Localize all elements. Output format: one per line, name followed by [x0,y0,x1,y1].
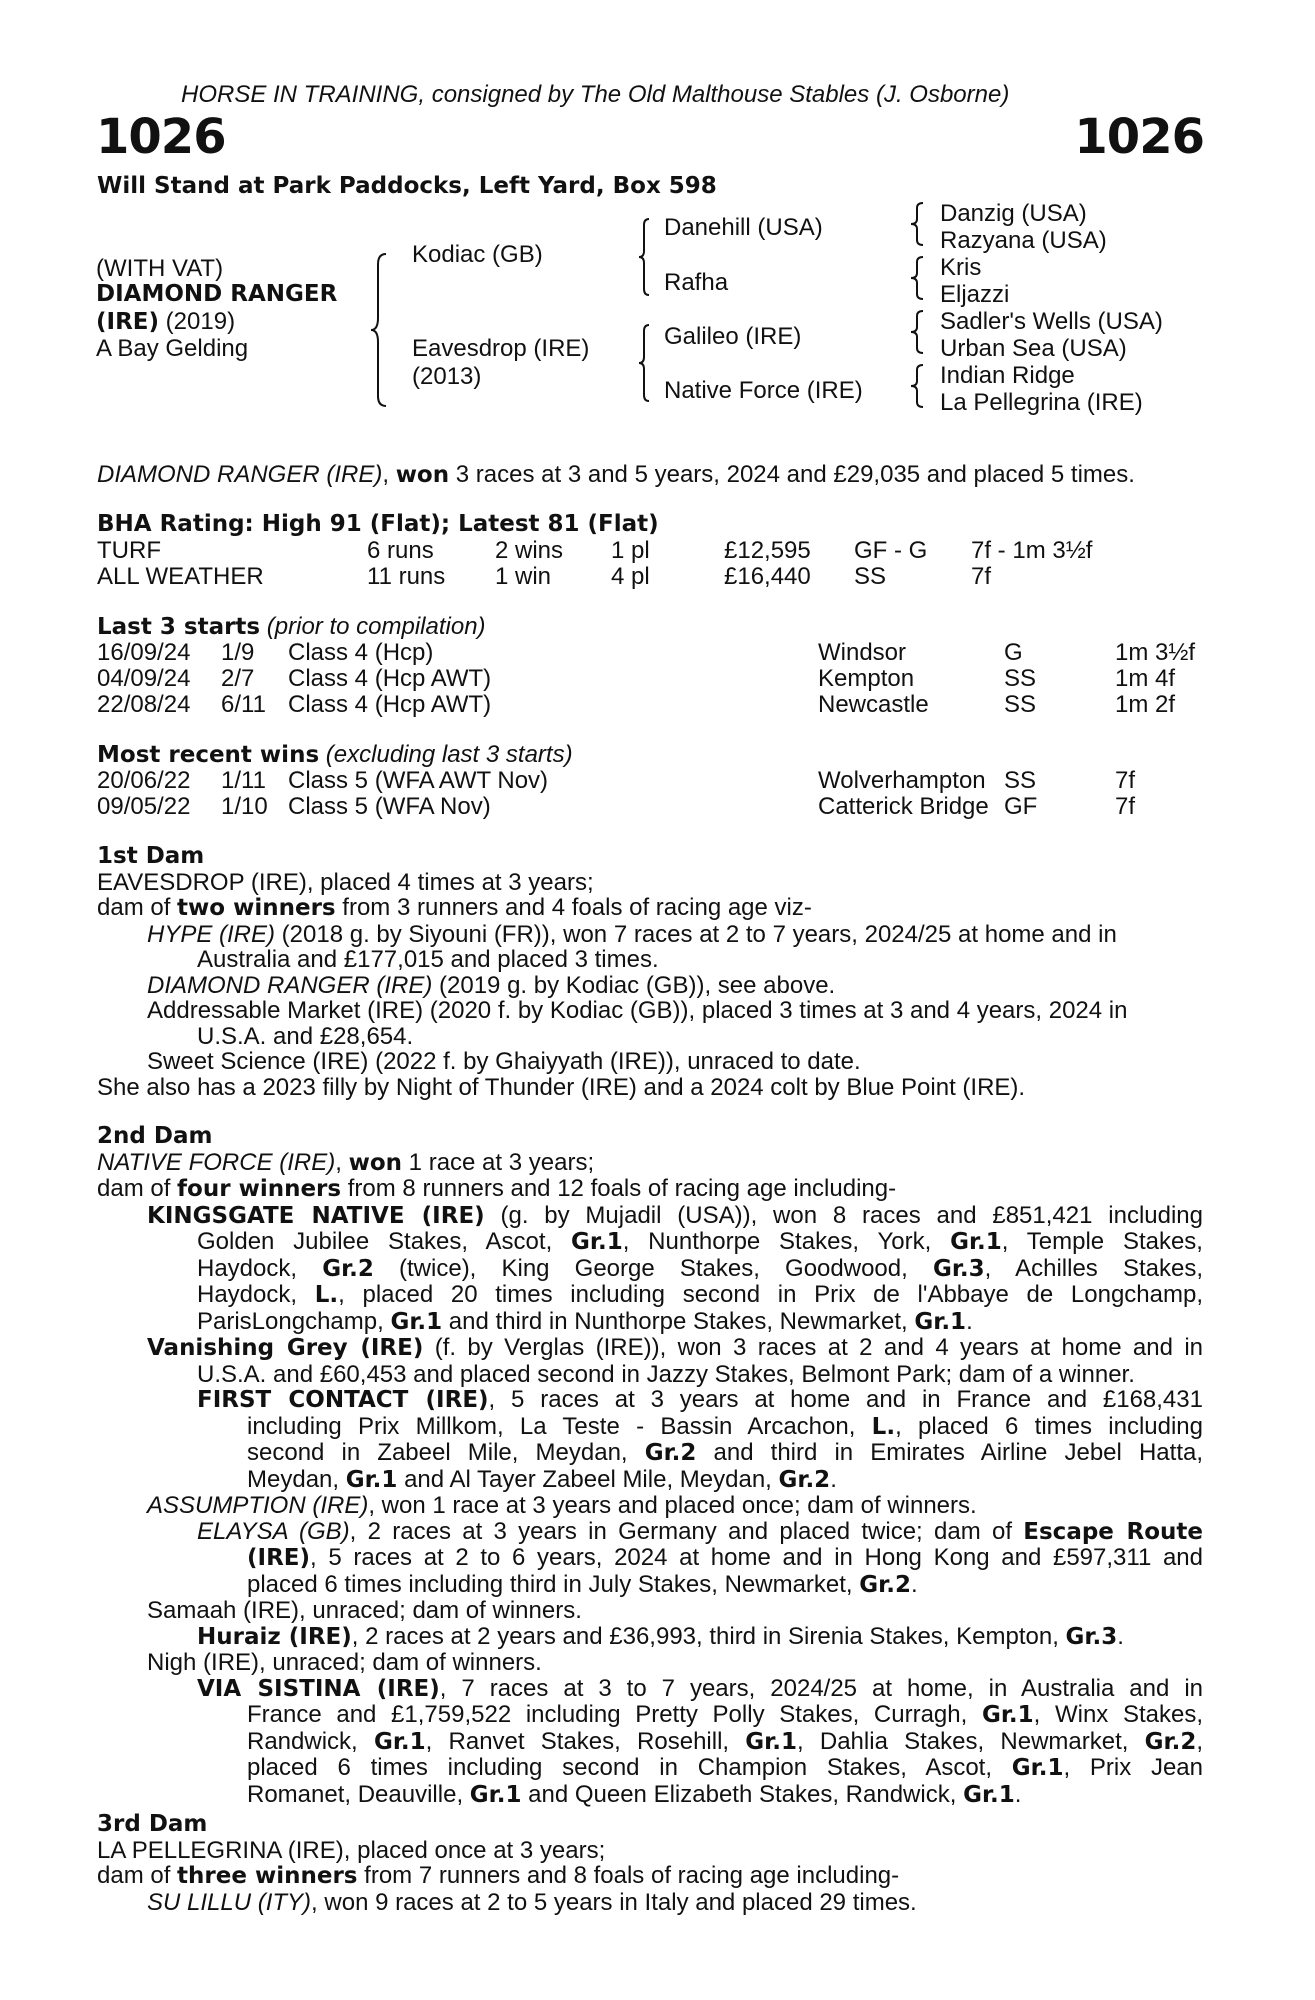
assumption-line: ASSUMPTION (IRE), won 1 race at 3 years and placed once; dam of winners. [147,1492,977,1519]
first-contact-line1: FIRST CONTACT (IRE), 5 races at 3 years at home and in France and £168,431 [197,1386,1203,1413]
via-sistina-line5: Romanet, Deauville, Gr.1 and Queen Elizabeth Stakes, Randwick, Gr.1. [247,1780,1022,1808]
lot-number-right: 1026 [1074,109,1204,165]
elaysa-line2: (IRE), 5 races at 2 to 6 years, 2024 at home and in Hong Kong and £597,311 and [247,1544,1203,1571]
via-sistina-line4: placed 6 times including second in Champion Stakes, Ascot, Gr.1, Prix Jean [247,1754,1203,1781]
start-row [97,666,1217,692]
horse-description: A Bay Gelding [96,335,249,362]
dam-year: (2013) [412,363,482,390]
dam1-line2: dam of two winners from 3 runners and 4 foals of racing age viz- [97,894,812,921]
kingsgate-line1: KINGSGATE NATIVE (IRE) (g. by Mujadil (USA)), won 8 races and £851,421 including [147,1201,1203,1229]
summary-won: won [395,462,450,488]
brace-dd [908,363,926,409]
hype-line: HYPE (IRE) (2018 g. by Siyouni (FR)), won 7 races at 2 to 7 years, 2024/25 at home and in [147,920,1117,948]
distance: 7f - 1m 3½f [971,537,1093,564]
addressable-cont: U.S.A. and £28,654. [197,1022,414,1050]
course: Newcastle [818,691,929,718]
class: Class 4 (Hcp AWT) [288,691,492,718]
dam: Eavesdrop (IRE) [412,335,590,362]
position: 2/7 [221,665,255,692]
race-summary [97,462,1135,489]
addressable-line: Addressable Market (IRE) (2020 f. by Kodiac (GB)), placed 3 times at 3 and 4 years, 2024 in [147,997,1128,1024]
dam3-line2: dam of three winners from 7 runners and 8 foals of racing age including- [97,1862,900,1889]
consignor-line: HORSE IN TRAINING, consigned by The Old Malthouse Stables (J. Osborne) [181,81,1010,108]
class: Class 5 (WFA Nov) [288,793,491,820]
elaysa-line1: ELAYSA (GB), 2 races at 3 years in Germany and placed twice; dam of Escape Route [197,1517,1204,1545]
date: 16/09/24 [97,639,191,666]
lot-number-left: 1026 [96,109,226,165]
also-line: She also has a 2023 filly by Night of Thunder (IRE) and a 2024 colt by Blue Point (IRE). [97,1073,1026,1101]
ped-dss: Sadler's Wells (USA) [940,308,1163,335]
position: 1/9 [221,639,255,666]
brace-large [368,252,390,408]
horse-name: DIAMOND RANGER [96,281,338,307]
surface: ALL WEATHER [97,563,264,590]
recent-wins-note: (excluding last 3 starts) [319,741,573,768]
runs: 11 runs [367,563,446,590]
runs: 6 runs [367,537,434,564]
samaah-line: Samaah (IRE), unraced; dam of winners. [147,1597,582,1624]
course: Kempton [818,665,915,692]
stand-location: Will Stand at Park Paddocks, Left Yard, Box 598 [97,173,717,199]
brace-ds [908,309,926,355]
rating-row-aw [97,564,1217,590]
sweet-science-line: Sweet Science (IRE) (2022 f. by Ghaiyyath (IRE)), unraced to date. [147,1048,861,1075]
class: Class 4 (Hcp AWT) [288,665,492,692]
going: GF [1004,793,1038,820]
date: 22/08/24 [97,691,191,718]
nigh-line: Nigh (IRE), unraced; dam of winners. [147,1649,542,1676]
vanishing-line1: Vanishing Grey (IRE) (f. by Verglas (IRE)), won 3 races at 2 and 4 years at home and in [147,1334,1204,1361]
summary-name: DIAMOND RANGER (IRE) [97,461,383,488]
hype-cont: Australia and £177,015 and placed 3 times. [197,946,659,973]
summary-comma: , [382,461,396,488]
first-contact-line2: including Prix Millkom, La Teste - Bassin Arcachon, L., placed 6 times including [247,1412,1203,1440]
kingsgate-line2: Golden Jubilee Stakes, Ascot, Gr.1, Nunthorpe Stakes, York, Gr.1, Temple Stakes, [197,1228,1203,1255]
ped-dsd: Urban Sea (USA) [940,335,1127,362]
distance: 1m 4f [1115,665,1176,692]
going: SS [1004,691,1037,718]
going: SS [1004,767,1037,794]
section-heading: 2nd Dam [97,1123,213,1149]
huraiz-line: Huraiz (IRE), 2 races at 2 years and £36,993, third in Sirenia Stakes, Kempton, Gr.3. [197,1622,1124,1650]
wins: 1 win [495,563,552,590]
brace-dam [636,323,652,403]
start-row [97,640,1217,666]
course: Wolverhampton [818,767,986,794]
horse-suffix: (IRE) [96,309,160,335]
placings: 1 pl [611,537,650,564]
vanishing-line2: U.S.A. and £60,453 and placed second in Jazzy Stakes, Belmont Park; dam of a winner. [197,1360,1135,1388]
kingsgate-line5: ParisLongchamp, Gr.1 and third in Nunthorpe Stakes, Newmarket, Gr.1. [197,1307,973,1335]
vat-label: (WITH VAT) [96,255,224,282]
date: 04/09/24 [97,665,191,692]
rating-row-turf [97,538,1217,564]
win-row [97,794,1217,820]
ped-dds: Indian Ridge [940,362,1075,389]
distance: 7f [971,563,992,590]
ped-sds: Kris [940,254,982,281]
course: Windsor [818,639,907,666]
dam3-line1: LA PELLEGRINA (IRE), placed once at 3 years; [97,1836,606,1864]
first-contact-line3: second in Zabeel Mile, Meydan, Gr.2 and third in Emirates Airline Jebel Hatta, [247,1439,1203,1466]
dam2-line1: NATIVE FORCE (IRE), won 1 race at 3 years; [97,1148,595,1176]
recent-wins-heading [97,742,573,769]
dam-sire: Galileo (IRE) [664,323,802,350]
date: 09/05/22 [97,793,191,820]
brace-sd [908,255,926,301]
ped-sdd: Eljazzi [940,281,1010,308]
ped-ddd: La Pellegrina (IRE) [940,389,1143,416]
via-sistina-line2: France and £1,759,522 including Pretty Polly Stakes, Curragh, Gr.1, Winx Stakes, [247,1701,1203,1728]
via-sistina-line1: VIA SISTINA (IRE), 7 races at 3 to 7 years, 2024/25 at home, in Australia and in [197,1674,1203,1702]
wins: 2 wins [495,537,564,564]
brace-ss [908,201,926,247]
surface: TURF [97,537,161,564]
win-row [97,768,1217,794]
ped-ssd: Razyana (USA) [940,227,1107,254]
su-lillu-line: SU LILLU (ITY), won 9 races at 2 to 5 years in Italy and placed 29 times. [147,1888,917,1916]
earnings: £16,440 [724,563,811,590]
distance: 7f [1115,767,1136,794]
via-sistina-line3: Randwick, Gr.1, Ranvet Stakes, Rosehill, Gr.1, Dahlia Stakes, Newmarket, Gr.2, [247,1727,1203,1755]
dam-dam: Native Force (IRE) [664,377,863,404]
horse-year: (2019) [159,308,236,335]
class: Class 5 (WFA AWT Nov) [288,767,549,794]
going: G [1004,639,1023,666]
distance: 1m 2f [1115,691,1176,718]
sire-dam: Rafha [664,269,729,296]
going: SS [854,563,887,590]
ped-sss: Danzig (USA) [940,200,1087,227]
sire-sire: Danehill (USA) [664,214,823,241]
section-heading: 1st Dam [97,843,205,869]
going: GF - G [854,537,928,564]
kingsgate-line3: Haydock, Gr.2 (twice), King George Stakes, Goodwood, Gr.3, Achilles Stakes, [197,1254,1203,1282]
dam1-line1: EAVESDROP (IRE), placed 4 times at 3 years; [97,868,594,896]
section-heading: 3rd Dam [97,1811,208,1837]
sire: Kodiac (GB) [412,241,543,268]
horse-name-line2 [96,309,235,336]
last3-heading [97,614,486,641]
going: SS [1004,665,1037,692]
dam2-line2: dam of four winners from 8 runners and 12 foals of racing age including- [97,1175,897,1202]
kingsgate-line4: Haydock, L., placed 20 times including second in Prix de l'Abbaye de Longchamp, [197,1281,1203,1308]
distance: 1m 3½f [1115,639,1196,666]
position: 1/11 [221,767,266,794]
diamond-line: DIAMOND RANGER (IRE) (2019 g. by Kodiac (GB)), see above. [147,971,836,999]
elaysa-line3: placed 6 times including third in July Stakes, Newmarket, Gr.2. [247,1570,918,1598]
last3-title: Last 3 starts [97,614,261,640]
placings: 4 pl [611,563,650,590]
third-dam-section [97,1812,1203,1915]
summary-rest: 3 races at 3 and 5 years, 2024 and £29,035 and placed 5 times. [449,461,1135,488]
position: 6/11 [221,691,266,718]
bha-rating: BHA Rating: High 91 (Flat); Latest 81 (Flat) [97,511,659,537]
first-dam-section [97,844,1203,1100]
start-row [97,692,1217,718]
course: Catterick Bridge [818,793,989,820]
class: Class 4 (Hcp) [288,639,434,666]
position: 1/10 [221,793,268,820]
brace-sire [636,217,652,297]
distance: 7f [1115,793,1136,820]
recent-wins-title: Most recent wins [97,742,320,768]
last3-note: (prior to compilation) [260,613,486,640]
earnings: £12,595 [724,537,811,564]
first-contact-line4: Meydan, Gr.1 and Al Tayer Zabeel Mile, Meydan, Gr.2. [247,1465,837,1493]
date: 20/06/22 [97,767,191,794]
second-dam-section [97,1124,1203,1808]
